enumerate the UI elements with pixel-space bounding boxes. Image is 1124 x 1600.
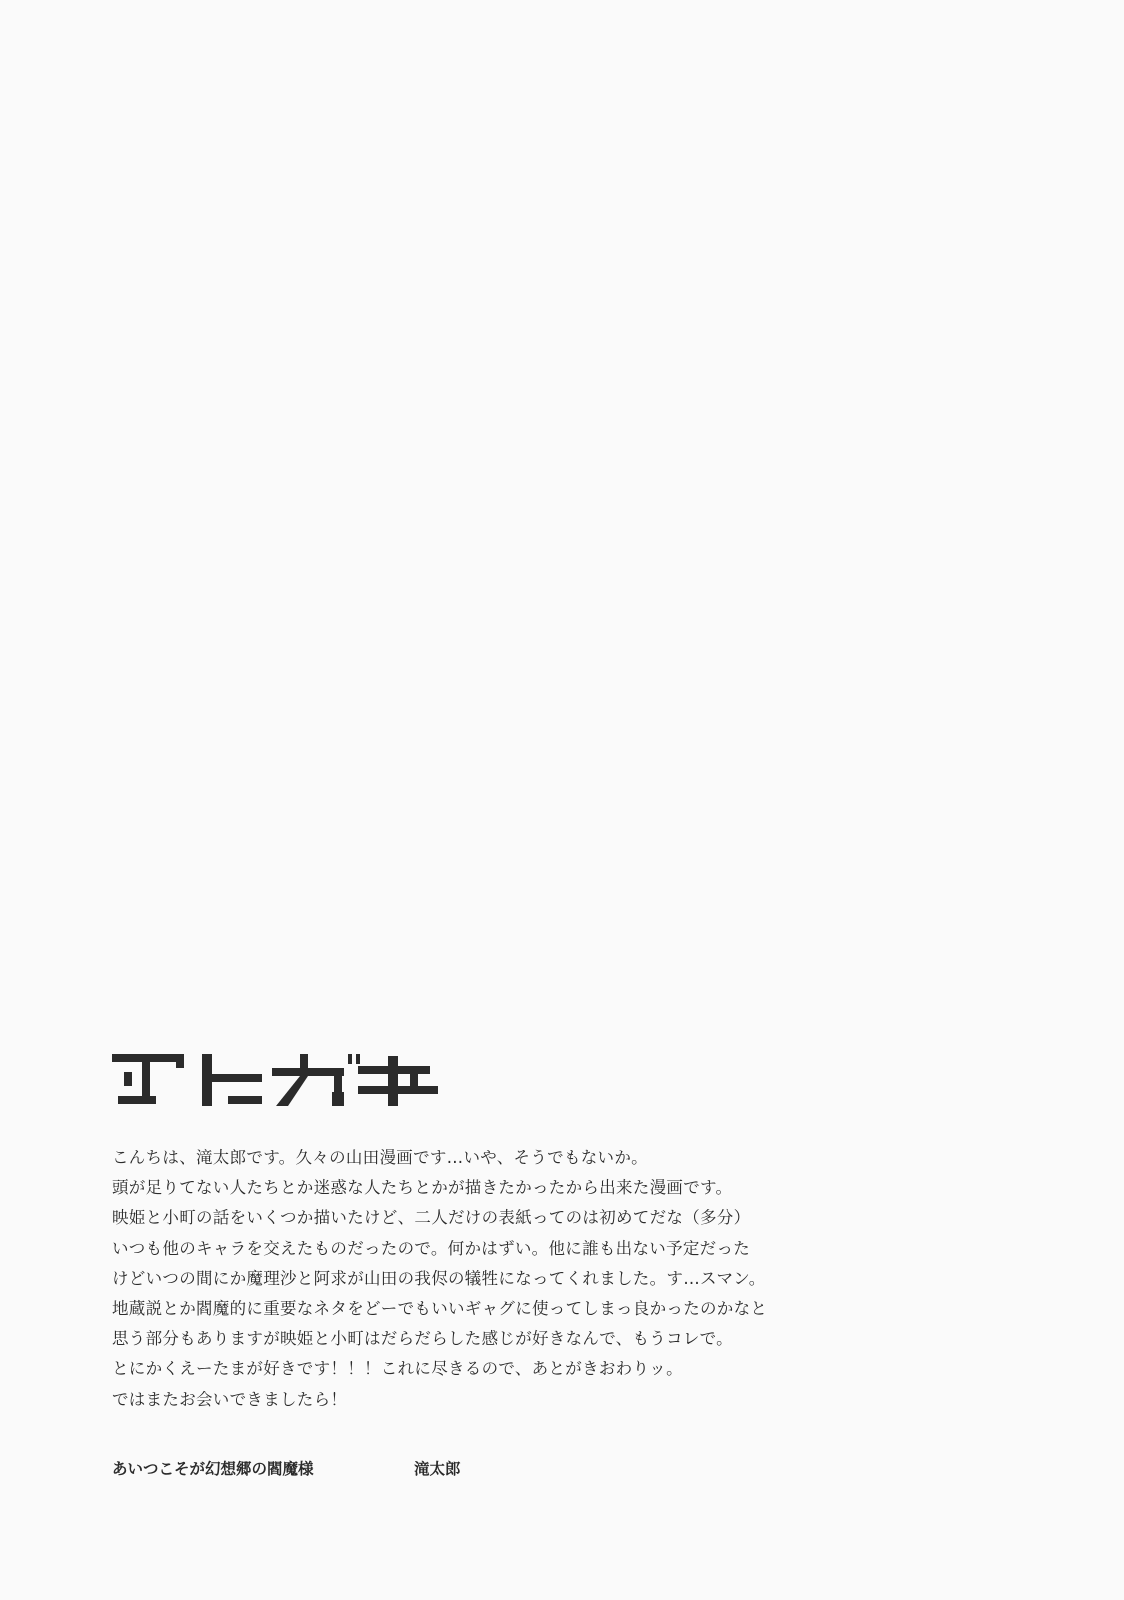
signature-caption: あいつこそが幻想郷の閻魔様 (112, 1460, 314, 1478)
afterword-title (110, 1052, 440, 1110)
signature-author: 滝太郎 (414, 1460, 461, 1478)
afterword-title-logo (110, 1052, 440, 1110)
body-line: いつも他のキャラを交えたものだったので。何かはずい。他に誰も出ない予定だった (112, 1238, 751, 1258)
body-line: 思う部分もありますが映姫と小町はだらだらした感じが好きなんで、もうコレで。 (112, 1329, 733, 1349)
body-line: とにかくえーたまが好きです！！！これに尽きるので、あとがきおわりッ。 (112, 1359, 683, 1379)
afterword-body (112, 1143, 832, 1415)
body-line: 地蔵説とか閻魔的に重要なネタをどーでもいいギャグに使ってしまっ良かったのかなと (112, 1298, 768, 1318)
body-line: 映姫と小町の話をいくつか描いたけど、二人だけの表紙ってのは初めてだな（多分） (112, 1208, 751, 1228)
body-line: こんちは、滝太郎です。久々の山田漫画です…いや、そうでもないか。 (112, 1148, 648, 1167)
body-line: ではまたお会いできましたら！ (112, 1389, 348, 1409)
body-line: 頭が足りてない人たちとか迷惑な人たちとかが描きたかったから出来た漫画です。 (112, 1178, 733, 1198)
body-line: けどいつの間にか魔理沙と阿求が山田の我侭の犠牲になってくれました。す…スマン。 (112, 1268, 766, 1288)
title-stroke (112, 1054, 184, 1062)
